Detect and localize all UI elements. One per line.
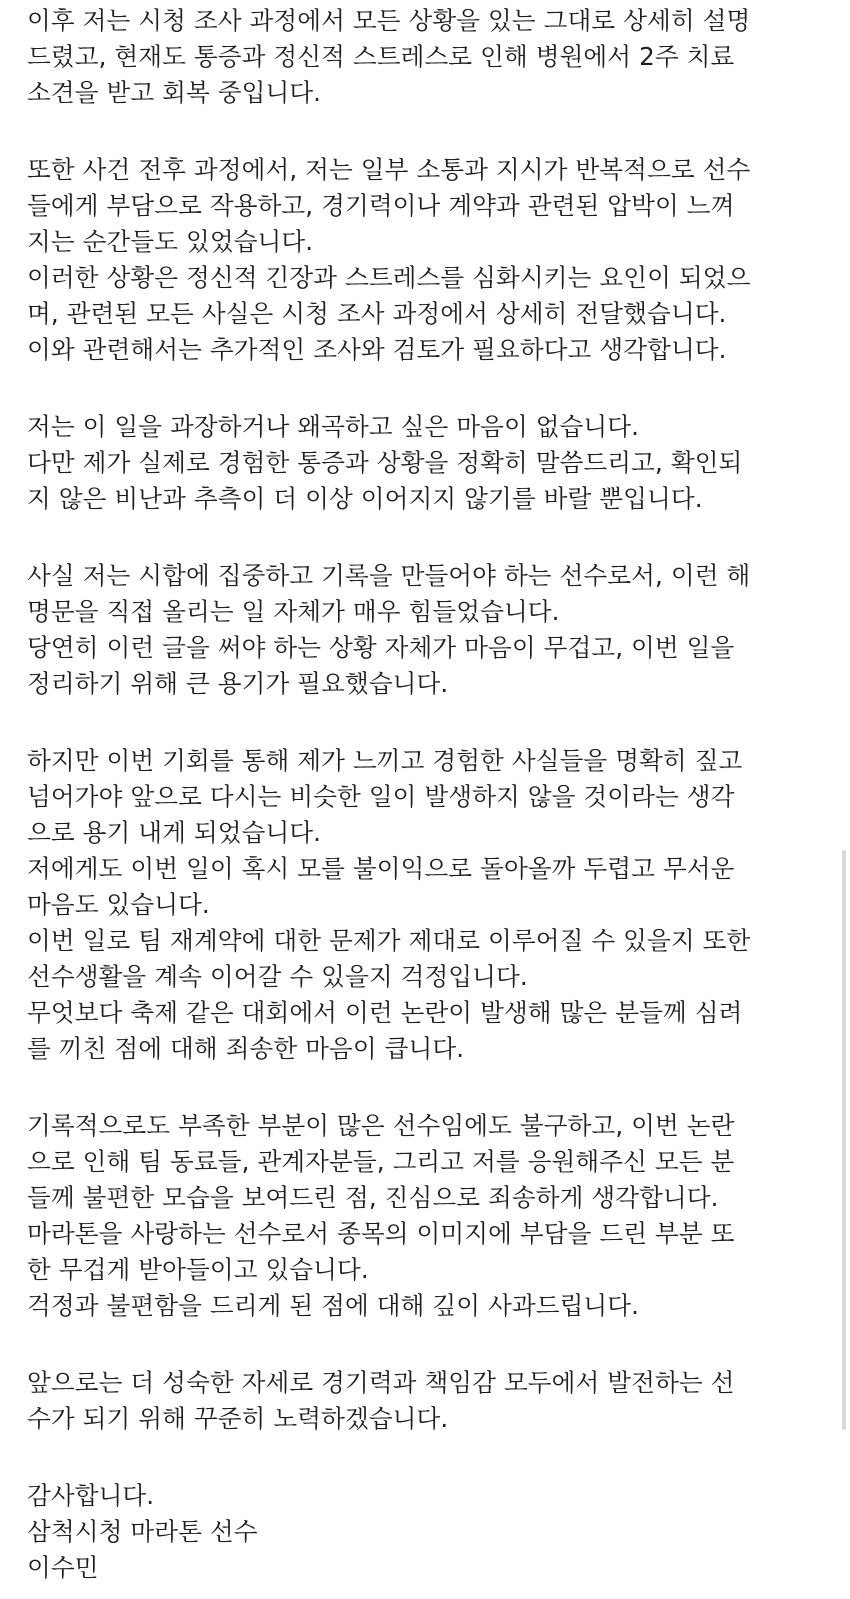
text-line: 으로 용기 내게 되었습니다. [27,818,322,847]
text-line: 저에게도 이번 일이 혹시 모를 불이익으로 돌아올까 두렵고 무서운 [27,854,735,883]
text-line: 기록적으로도 부족한 부분이 많은 선수임에도 불구하고, 이번 논란 [27,1111,735,1140]
text-line: 걱정과 불편함을 드리게 된 점에 대해 깊이 사과드립니다. [27,1291,640,1320]
signature-affiliation: 삼척시청 마라톤 선수 [27,1517,258,1546]
text-line: 드렸고, 현재도 통증과 정신적 스트레스로 인해 병원에서 2주 치료 [27,42,735,71]
text-line: 명문을 직접 올리는 일 자체가 매우 힘들었습니다. [27,597,560,626]
signature-block [27,1478,832,1586]
text-line: 으로 인해 팀 동료들, 관계자분들, 그리고 저를 응원해주신 모든 분 [27,1147,735,1176]
text-line: 들께 불편한 모습을 보여드린 점, 진심으로 죄송하게 생각합니다. [27,1183,719,1212]
paragraph [27,3,832,111]
text-line: 며, 관련된 모든 사실은 시청 조사 과정에서 상세히 전달했습니다. [27,299,727,328]
text-line: 무엇보다 축제 같은 대회에서 이런 논란이 발생해 많은 분들께 심려 [27,998,743,1027]
scrollbar[interactable] [842,850,846,1430]
paragraph [27,152,832,368]
statement-text [27,3,832,1586]
paragraph [27,1108,832,1324]
text-line: 이번 일로 팀 재계약에 대한 문제가 제대로 이루어질 수 있을지 또한 [27,926,751,955]
text-line: 이후 저는 시청 조사 과정에서 모든 상황을 있는 그대로 상세히 설명 [27,6,751,35]
paragraph [27,409,832,517]
paragraph [27,743,832,1067]
text-line: 앞으로는 더 성숙한 자세로 경기력과 책임감 모두에서 발전하는 선 [27,1368,735,1397]
closing-line: 감사합니다. [27,1481,155,1510]
text-line: 마라톤을 사랑하는 선수로서 종목의 이미지에 부담을 드린 부분 또 [27,1219,735,1248]
paragraph [27,558,832,702]
text-line: 저는 이 일을 과장하거나 왜곡하고 싶은 마음이 없습니다. [27,412,640,441]
text-line: 지는 순간들도 있었습니다. [27,227,314,256]
text-line: 마음도 있습니다. [27,890,210,919]
text-line: 당연히 이런 글을 써야 하는 상황 자체가 마음이 무겁고, 이번 일을 [27,633,735,662]
text-line: 다만 제가 실제로 경험한 통증과 상황을 정확히 말씀드리고, 확인되 [27,448,743,477]
text-line: 이러한 상황은 정신적 긴장과 스트레스를 심화시키는 요인이 되었으 [27,263,751,292]
text-line: 넘어가야 앞으로 다시는 비슷한 일이 발생하지 않을 것이라는 생각 [27,782,735,811]
paragraph [27,1365,832,1437]
text-line: 정리하기 위해 큰 용기가 필요했습니다. [27,669,449,698]
text-line: 이와 관련해서는 추가적인 조사와 검토가 필요하다고 생각합니다. [27,335,727,364]
text-line: 를 끼친 점에 대해 죄송한 마음이 큽니다. [27,1034,465,1063]
text-line: 사실 저는 시합에 집중하고 기록을 만들어야 하는 선수로서, 이런 해 [27,561,751,590]
text-line: 한 무겁게 받아들이고 있습니다. [27,1255,369,1284]
text-line: 들에게 부담으로 작용하고, 경기력이나 계약과 관련된 압박이 느껴 [27,191,735,220]
text-line: 수가 되기 위해 꾸준히 노력하겠습니다. [27,1404,449,1433]
signature-name: 이수민 [27,1553,99,1582]
text-line: 선수생활을 계속 이어갈 수 있을지 걱정입니다. [27,962,528,991]
text-line: 또한 사건 전후 과정에서, 저는 일부 소통과 지시가 반복적으로 선수 [27,155,751,184]
text-line: 지 않은 비난과 추측이 더 이상 이어지지 않기를 바랄 뿐입니다. [27,484,703,513]
text-line: 하지만 이번 기회를 통해 제가 느끼고 경험한 사실들을 명확히 짚고 [27,746,743,775]
text-line: 소견을 받고 회복 중입니다. [27,78,322,107]
